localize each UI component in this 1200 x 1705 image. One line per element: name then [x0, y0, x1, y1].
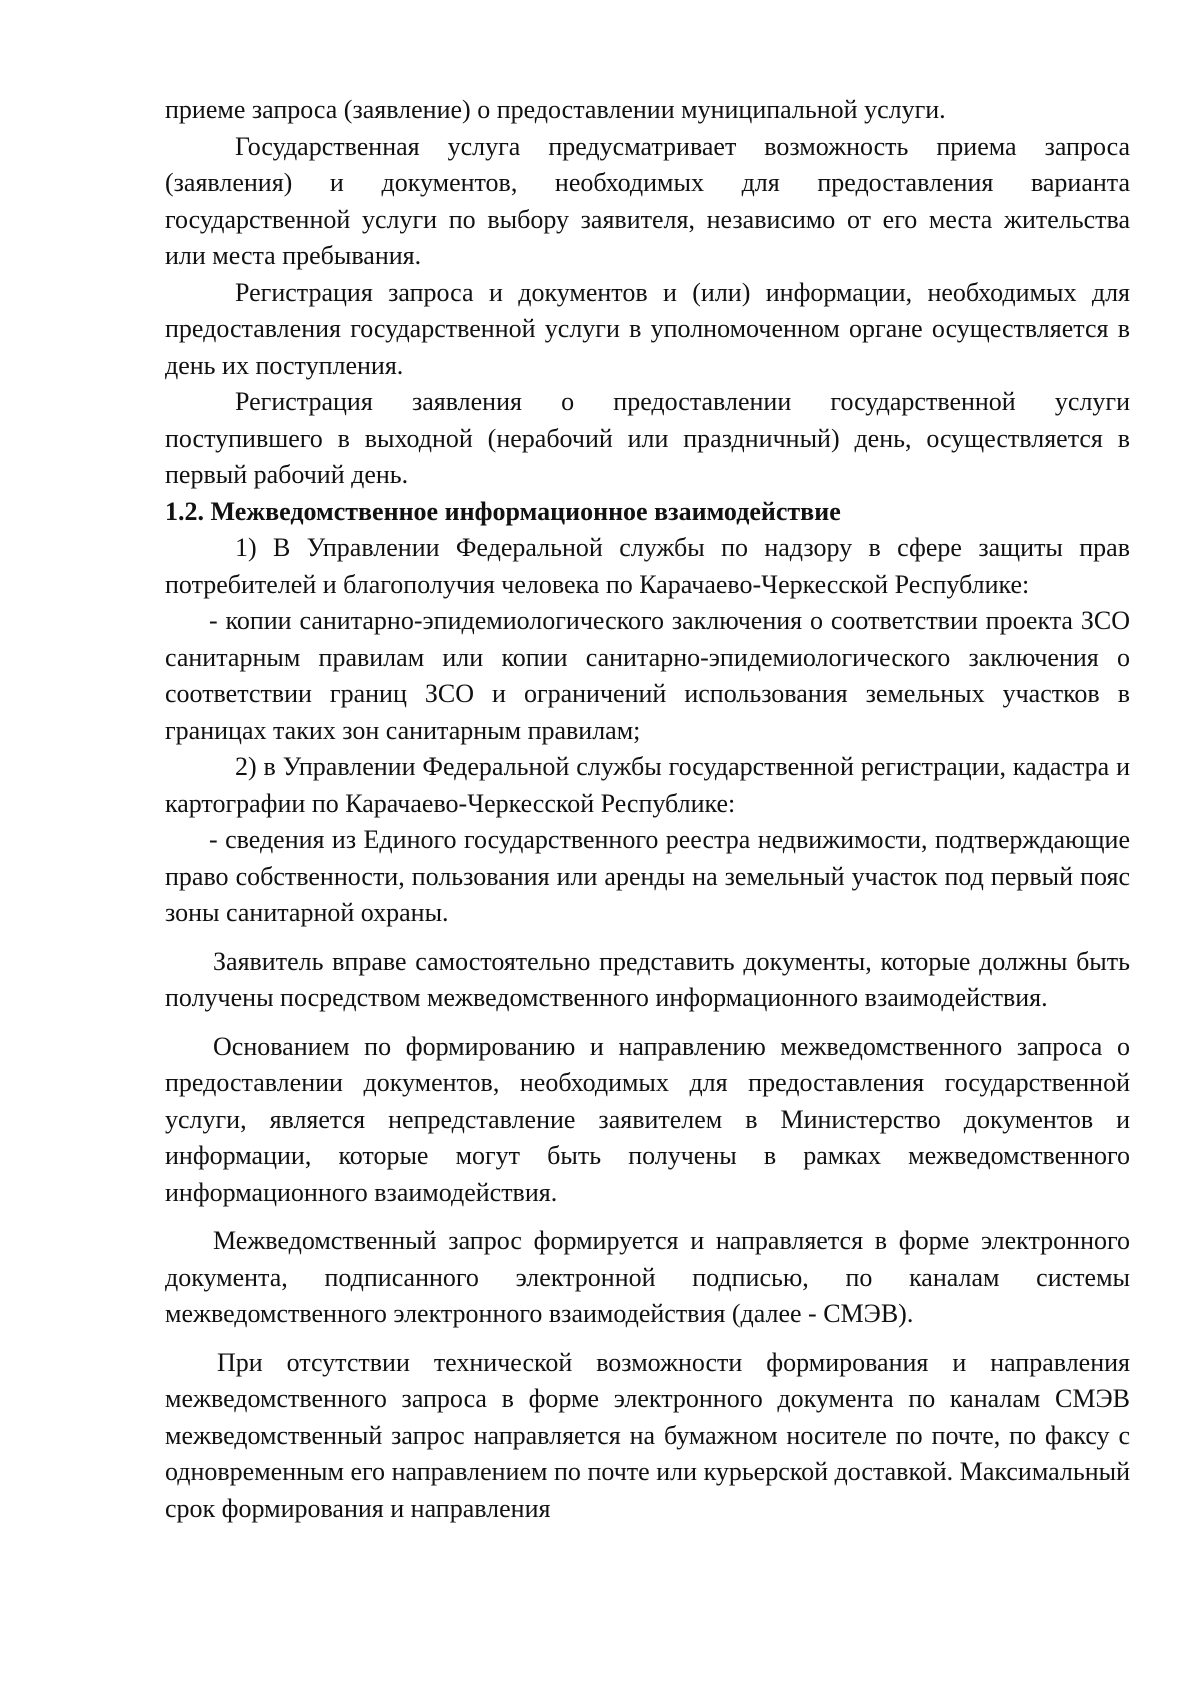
list-item-1-dash: - копии санитарно-эпидемиологического заключения о соответствии проекта ЗСО санитарным правилам или копии санитарно-эпидемиологического заключения о соответствии границ ЗСО и ограничений использования земельных участков в границах таких зон санитарным правилам;: [165, 606, 1130, 745]
list-item-2: 2) в Управлении Федеральной службы государственной регистрации, кадастра и картографии по Карачаево-Черкесской Республике:: [165, 752, 1130, 818]
paragraph-interagency-request: Межведомственный запрос формируется и направляется в форме электронного документа, подписанного электронной подписью, по каналам системы межведомственного электронного взаимодействия (далее - СМЭВ).: [165, 1226, 1130, 1328]
paragraph-service-possibility: Государственная услуга предусматривает возможность приема запроса (заявления) и документов, необходимых для предоставления варианта государственной услуги по выбору заявителя, независимо от его места жительства или места пребывания.: [165, 131, 1130, 270]
paragraph-applicant-right: Заявитель вправе самостоятельно представить документы, которые должны быть получены посредством межведомственного информационного взаимодействия.: [165, 946, 1130, 1012]
paragraph-registration: Регистрация запроса и документов и (или) информации, необходимых для предоставления государственной услуги в уполномоченном органе осуществляется в день их поступления.: [165, 277, 1130, 380]
paragraph-grounds: Основанием по формированию и направлению межведомственного запроса о предоставлении документов, необходимых для предоставления государственной услуги, является непредставление заявителем в Министерство документов и информации, которые могут быть получены в рамках межведомственного информационного взаимодействия.: [165, 1031, 1130, 1207]
paragraph-registration-holiday: Регистрация заявления о предоставлении государственной услуги поступившего в выходной (нерабочий или праздничный) день, осуществляется в первый рабочий день.: [165, 387, 1130, 489]
document-body: [165, 92, 1130, 1527]
paragraph-no-technical-possibility: При отсутствии технической возможности формирования и направления межведомственного запроса в форме электронного документа по каналам СМЭВ межведомственный запрос направляется на бумажном носителе по почте, по факсу с одновременным его направлением по почте или курьерской доставкой. Максимальный срок формирования и направления: [165, 1347, 1130, 1523]
list-item-1: 1) В Управлении Федеральной службы по надзору в сфере защиты прав потребителей и благополучия человека по Карачаево-Черкесской Республике:: [165, 533, 1130, 599]
paragraph-continuation: приеме запроса (заявление) о предоставлении муниципальной услуги.: [165, 95, 946, 124]
section-heading: 1.2. Межведомственное информационное взаимодействие: [165, 496, 841, 526]
list-item-2-dash: - сведения из Единого государственного реестра недвижимости, подтверждающие право собственности, пользования или аренды на земельный участок под первый пояс зоны санитарной охраны.: [165, 825, 1130, 927]
